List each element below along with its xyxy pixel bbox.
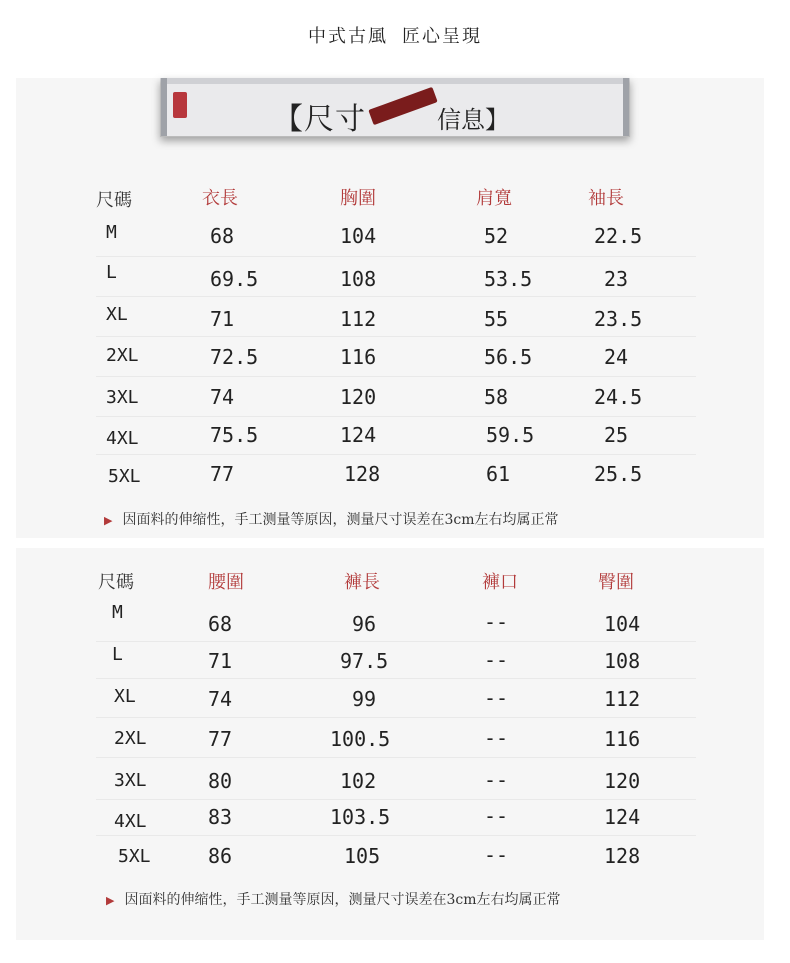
table-cell: 24 — [604, 345, 629, 369]
table-cell: -- — [484, 804, 509, 828]
col-header-pant-length: 褲長 — [344, 572, 380, 593]
size-label: 5XL — [118, 846, 151, 867]
size-label: 5XL — [108, 466, 141, 487]
size-label: L — [112, 644, 123, 665]
table-cell: 128 — [344, 462, 381, 486]
table-cell: 83 — [208, 805, 233, 829]
table-cell: 77 — [208, 727, 233, 751]
banner-right-bar — [623, 78, 629, 136]
row-divider — [96, 835, 696, 836]
row-divider — [96, 678, 696, 679]
table-cell: 124 — [340, 423, 377, 447]
table-cell: 61 — [486, 462, 511, 486]
table-cell: 120 — [340, 385, 377, 409]
col-header-shoulder: 肩寬 — [476, 188, 512, 209]
table-cell: 52 — [484, 224, 509, 248]
table-cell: 96 — [352, 612, 377, 636]
row-divider — [96, 376, 696, 377]
table-cell: 116 — [604, 727, 641, 751]
table-cell: 104 — [340, 224, 377, 248]
table-cell: 103.5 — [330, 805, 391, 829]
table-cell: 99 — [352, 687, 377, 711]
triangle-bullet-icon: ▶ — [106, 894, 115, 907]
col-header-chest: 胸圍 — [340, 188, 376, 209]
note-text: 因面料的伸缩性，手工测量等原因，测量尺寸误差在3cm左右均属正常 — [122, 512, 559, 528]
table-cell: 124 — [604, 805, 641, 829]
table-cell: 69.5 — [210, 267, 259, 291]
table-cell: -- — [484, 610, 509, 634]
table-cell: 58 — [484, 385, 509, 409]
table-cell: 112 — [340, 307, 377, 331]
row-divider — [96, 717, 696, 718]
table-cell: 102 — [340, 769, 377, 793]
size-label: 2XL — [106, 345, 139, 366]
row-divider — [96, 416, 696, 417]
size-label: XL — [114, 686, 136, 707]
row-divider — [96, 256, 696, 257]
banner-title-main: 【尺寸 — [273, 102, 366, 137]
table-cell: 116 — [340, 345, 377, 369]
slogan-right: 匠心呈現 — [402, 26, 482, 47]
table-cell: -- — [484, 726, 509, 750]
table-cell: 120 — [604, 769, 641, 793]
table-cell: 128 — [604, 844, 641, 868]
table-cell: 105 — [344, 844, 381, 868]
table-cell: -- — [484, 686, 509, 710]
col-header-size: 尺碼 — [98, 572, 134, 593]
table-cell: 72.5 — [210, 345, 259, 369]
slogan — [0, 22, 790, 48]
table-cell: 23 — [604, 267, 629, 291]
table-cell: 22.5 — [594, 224, 643, 248]
size-label: M — [106, 222, 117, 243]
table-cell: 53.5 — [484, 267, 533, 291]
row-divider — [96, 799, 696, 800]
col-header-length: 衣長 — [202, 188, 238, 209]
size-label: 3XL — [114, 770, 147, 791]
banner-title-tail: 信息】 — [437, 106, 509, 134]
measurement-note — [106, 889, 561, 909]
size-label: L — [106, 262, 117, 283]
table-cell: 100.5 — [330, 727, 391, 751]
table-cell: -- — [484, 648, 509, 672]
row-divider — [96, 296, 696, 297]
measurement-note — [104, 509, 559, 529]
row-divider — [96, 454, 696, 455]
table-cell: 71 — [210, 307, 235, 331]
table-cell: 86 — [208, 844, 233, 868]
col-header-sleeve: 袖長 — [588, 188, 624, 209]
size-label: XL — [106, 304, 128, 325]
table-cell: 24.5 — [594, 385, 643, 409]
table-cell: 75.5 — [210, 423, 259, 447]
table-cell: 97.5 — [340, 649, 389, 673]
table-cell: 25 — [604, 423, 629, 447]
note-text: 因面料的伸缩性，手工测量等原因，测量尺寸误差在3cm左右均属正常 — [124, 892, 561, 908]
size-label: 2XL — [114, 728, 147, 749]
col-header-waist: 腰圍 — [208, 572, 244, 593]
table-cell: 104 — [604, 612, 641, 636]
table-cell: 56.5 — [484, 345, 533, 369]
row-divider — [96, 757, 696, 758]
table-cell: 74 — [208, 687, 233, 711]
size-label: 4XL — [114, 811, 147, 832]
table-cell: 68 — [208, 612, 233, 636]
table-cell: 74 — [210, 385, 235, 409]
col-header-hip: 臀圍 — [598, 572, 634, 593]
seal-stamp-icon — [173, 92, 187, 118]
table-cell: 68 — [210, 224, 235, 248]
table-cell: 77 — [210, 462, 235, 486]
ruler-icon — [368, 87, 437, 125]
size-label: M — [112, 602, 123, 623]
table-cell: 112 — [604, 687, 641, 711]
table-cell: 25.5 — [594, 462, 643, 486]
size-label: 4XL — [106, 428, 139, 449]
table-cell: 108 — [340, 267, 377, 291]
size-info-banner — [160, 78, 630, 137]
table-cell: 23.5 — [594, 307, 643, 331]
banner-left-bar — [161, 78, 167, 136]
col-header-hem: 褲口 — [482, 572, 518, 593]
table-cell: 55 — [484, 307, 509, 331]
table-cell: 59.5 — [486, 423, 535, 447]
row-divider — [96, 641, 696, 642]
size-label: 3XL — [106, 387, 139, 408]
col-header-size: 尺碼 — [96, 190, 132, 211]
table-cell: -- — [484, 768, 509, 792]
table-cell: 80 — [208, 769, 233, 793]
table-cell: 108 — [604, 649, 641, 673]
triangle-bullet-icon: ▶ — [104, 514, 113, 527]
table-cell: 71 — [208, 649, 233, 673]
slogan-left: 中式古風 — [308, 26, 388, 47]
row-divider — [96, 336, 696, 337]
table-cell: -- — [484, 843, 509, 867]
